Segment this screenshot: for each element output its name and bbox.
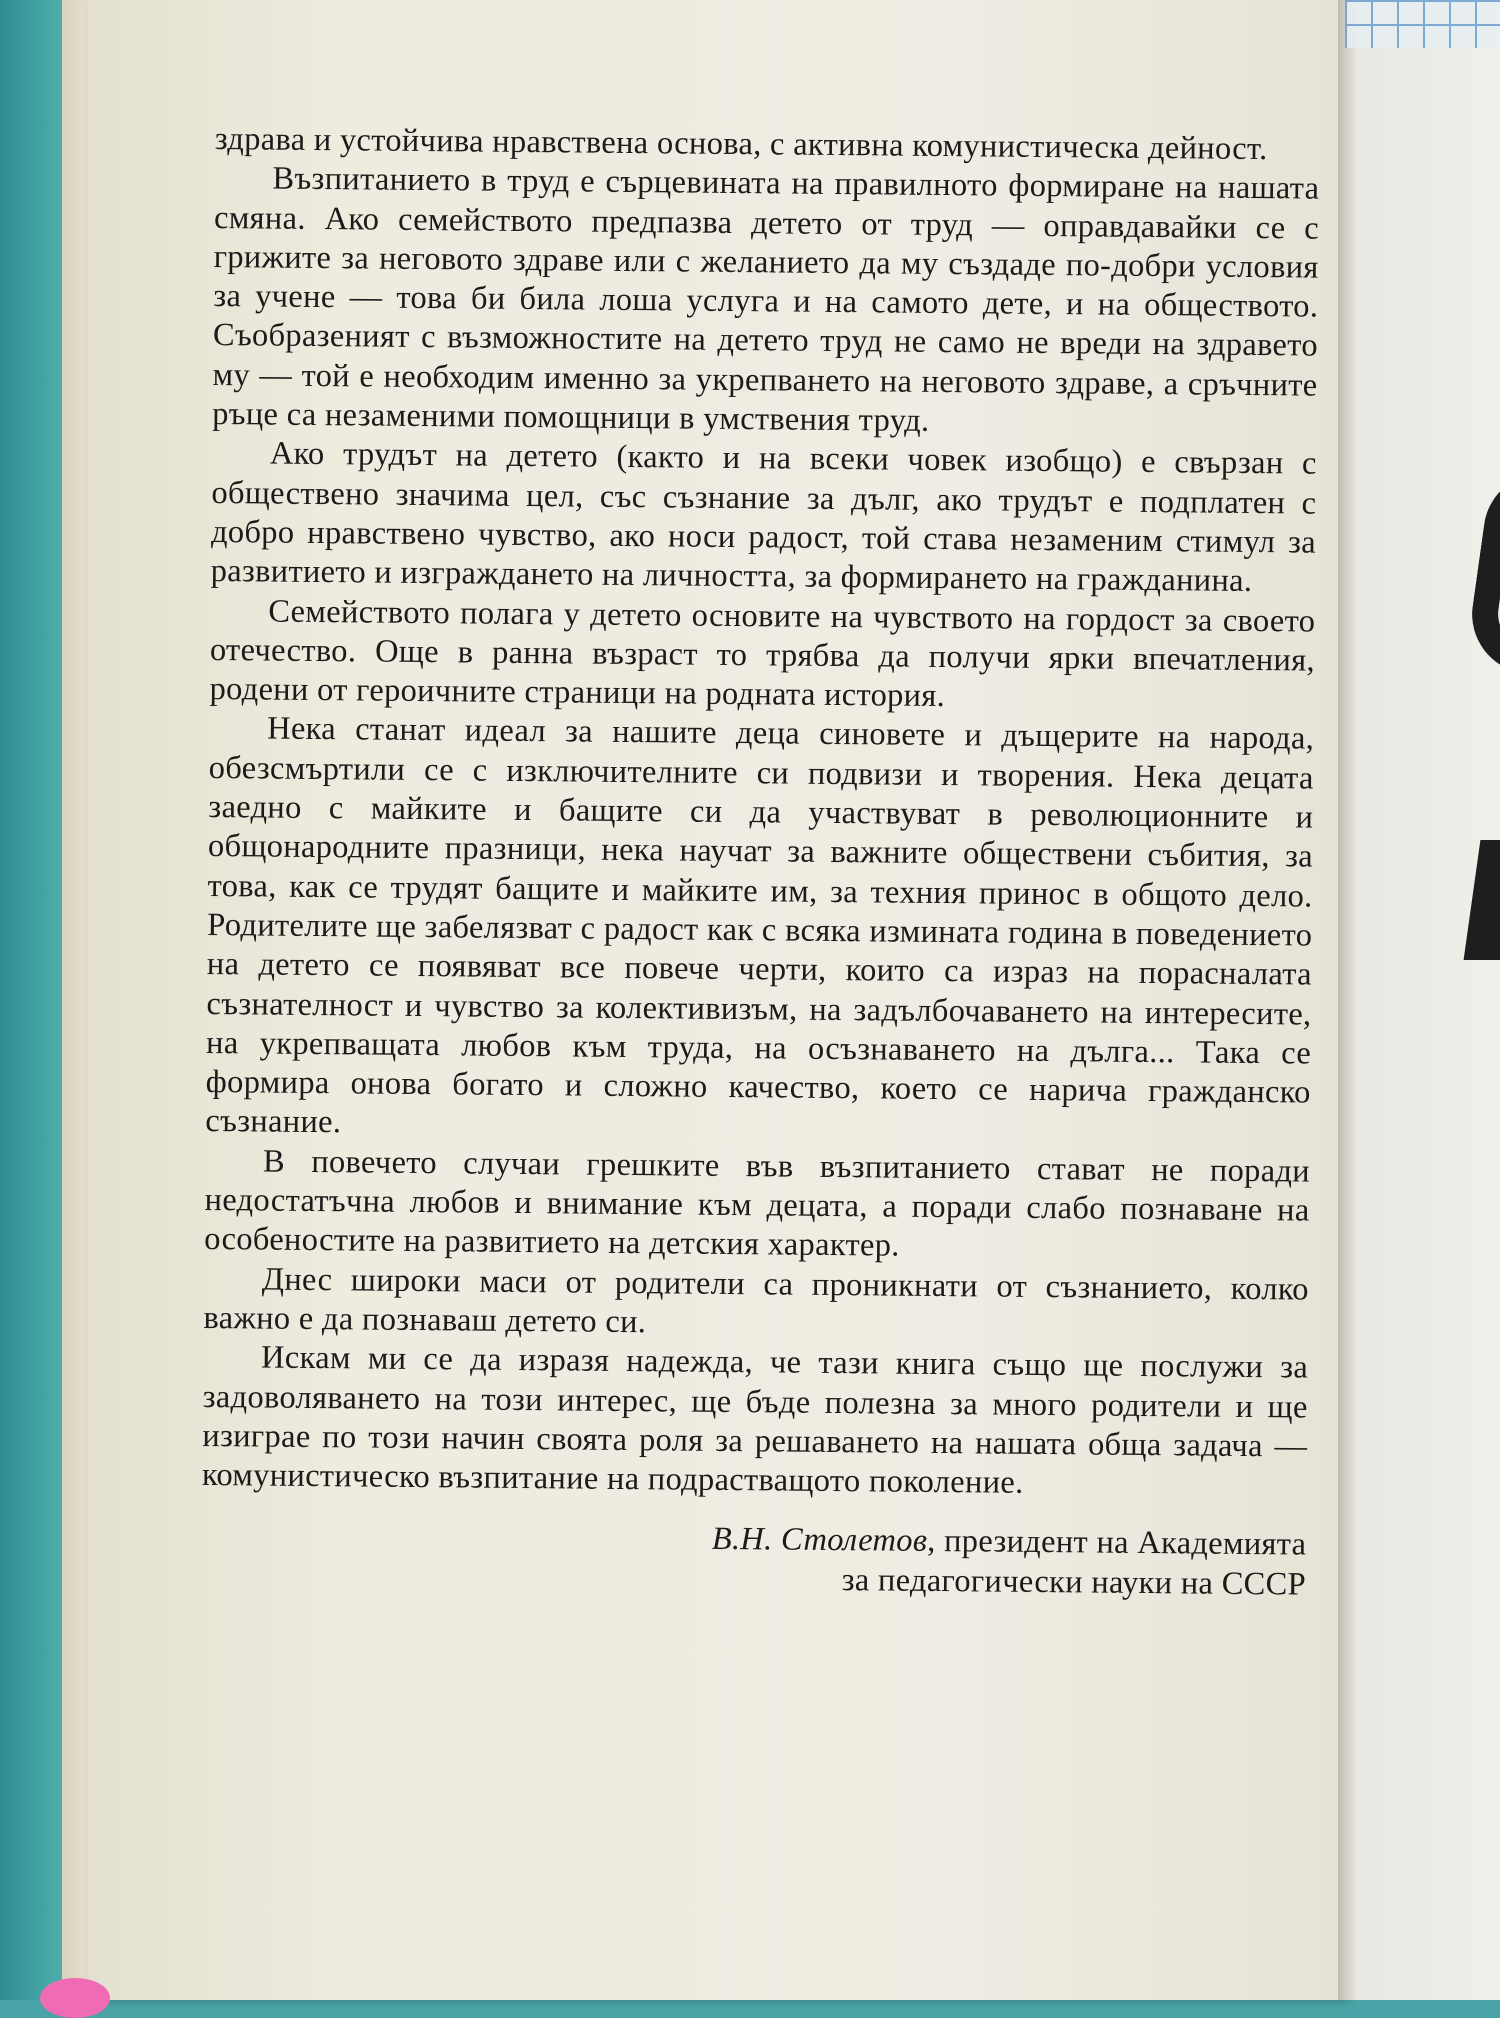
page-text [201,120,1320,1605]
signature [201,1515,1307,1604]
adjacent-page [1338,0,1500,2000]
signature-line-2: за педагогически науки на СССР [841,1561,1307,1603]
paragraph: Възпитанието в труд е сърцевината на правилното формиране на нашата смяна. Ако семейството предпазва детето от труд — оправдавайки се с грижите за неговото здраве или с желанието да му създаде по-добри условия за учене — това би била лоша услуга и на самото дете, и на обществото. Съобразеният с възможностите на детето труд не само не вреди на здравето му — той е необходим именно за укрепването на неговото здраве, а сръчните ръце са незаменими помощници в умствения труд. [212,160,1320,439]
signature-author: В.Н. Столетов [711,1521,928,1560]
paragraph: Искам ми се да изразя надежда, че тази книга също ще послужи за задоволяването на този интерес, ще бъде полезна за много родители и ще изиграе по този начин своята роля за решаването на нашата обща задача — комунистическо възпитание на подрастващото поколение. [201,1339,1309,1501]
paragraph: Семейството полага у детето основите на чувството на гордост за своето отечество. Още в ранна възраст то трябва да получи ярки впечатления, родени от героичните страници на родната история. [209,593,1316,715]
paragraph: Ако трудът на детето (както и на всеки човек изобщо) е свързан с обществено значима цел, със съзнание за дълг, ако трудът е подплатен с добро нравствено чувство, ако носи радост, той става незаменим стимул за развитието и изграждането на личността, за формирането на гражданина. [210,435,1317,600]
pink-marker [40,1978,110,2018]
paragraph: здрава и устойчива нравствена основа, с активна комунистическа дейност. [214,120,1268,168]
signature-title: , президент на Академията [927,1523,1307,1563]
paragraph: В повечето случаи грешките във възпитанието стават не поради недостатъчна любов и внимание към децата, а поради слабо познаване на особеностите на развитието на детския характер. [204,1143,1311,1264]
paragraph: Нека станат идеал за нашите деца синовете и дъщерите на народа, обезсмъртили се с изключителните си подвизи и творения. Нека децата заедно с майките и бащите си да участвуват в революционните и общонародните празници, нека научат за важните обществени събития, за това, как се трудят бащите и майките им, за техния принос в общото дело. Родителите ще забелязват с радост как с всяка измината година в поведението на детето се появяват все повече черти, които са израз на порасналата съзнателност и чувство за колективизъм, на задълбочаването на интересите, на укрепващата любов към труда, на осъзнаването на дълга... Така се формира онова богато и сложно качество, което се нарича гражданско съзнание. [205,710,1315,1141]
paragraph: Днес широки маси от родители са проникнати от съзнанието, колко важно е да познаваш детето си. [203,1261,1310,1341]
grid-paper-corner [1345,0,1500,48]
